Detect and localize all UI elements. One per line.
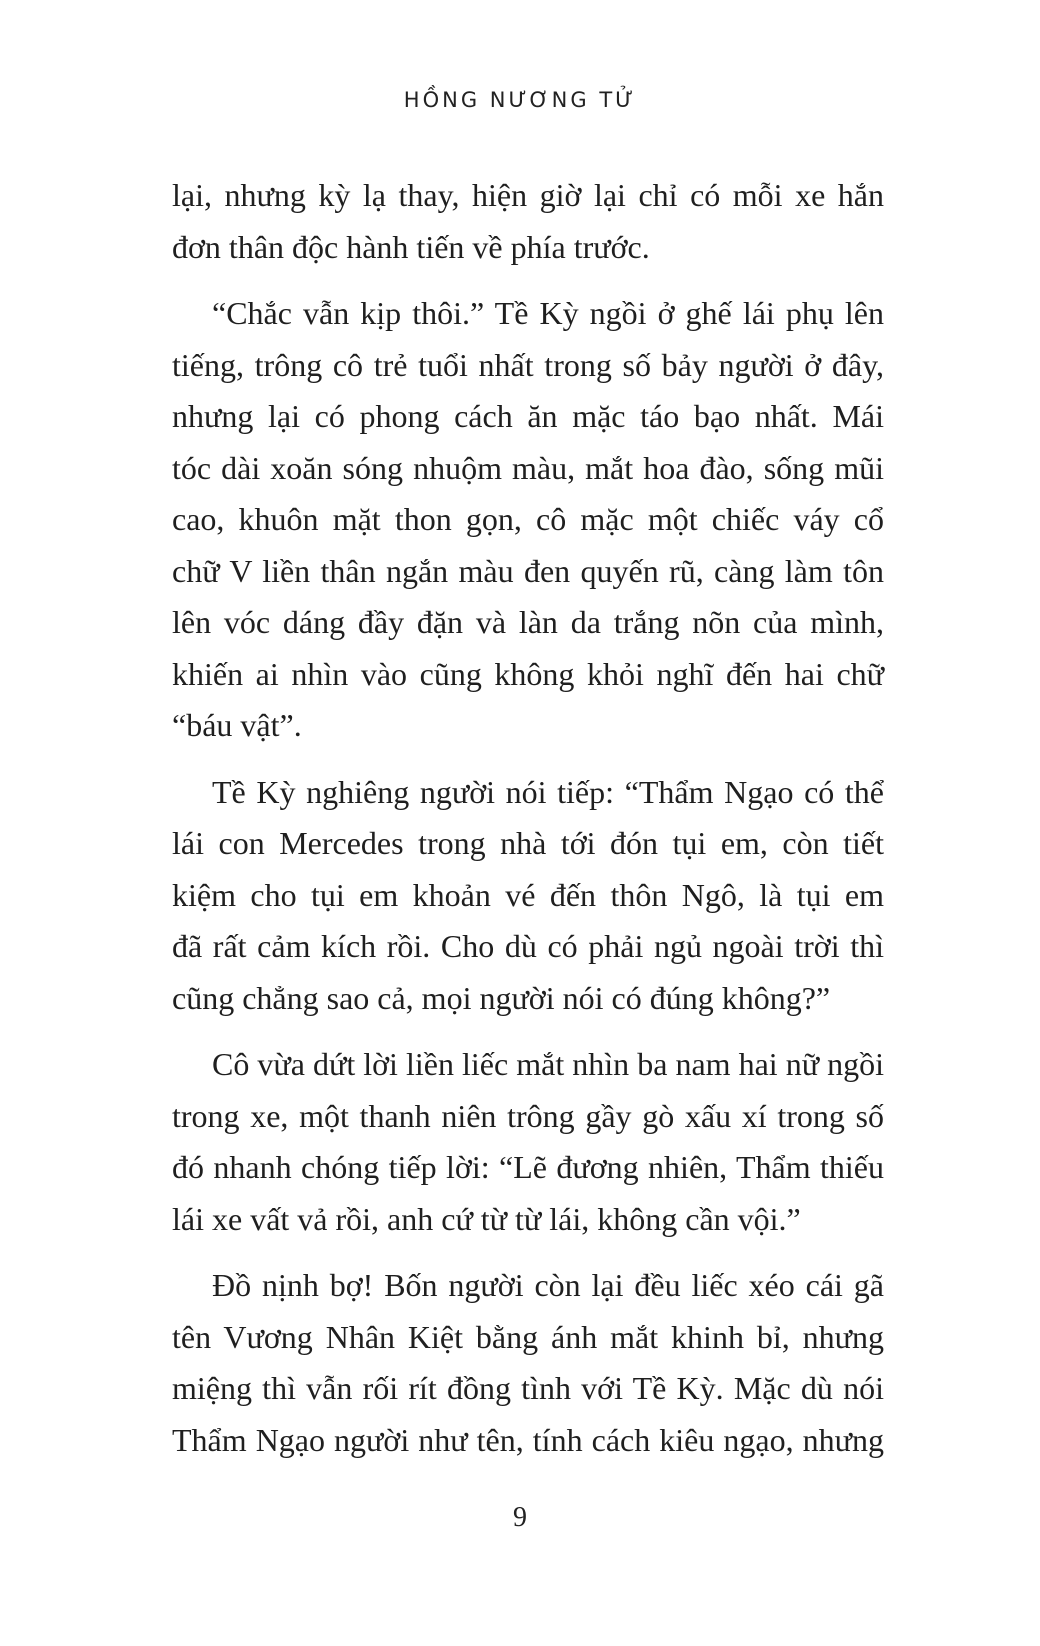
text-line: miệng thì vẫn rối rít đồng tình với Tề Kỳ. Mặc dù nói xyxy=(172,1370,884,1406)
text-line: lái con Mercedes trong nhà tới đón tụi em, còn tiết xyxy=(172,825,884,861)
text-line: tiếng, trông cô trẻ tuổi nhất trong số bảy người ở đây, xyxy=(172,346,884,383)
body-text xyxy=(172,170,884,1481)
text-line: cũng chẳng sao cả, mọi người nói có đúng không?” xyxy=(172,979,831,1016)
text-line: “báu vật”. xyxy=(172,707,302,743)
text-line: lái xe vất vả rồi, anh cứ từ từ lái, không cần vội.” xyxy=(172,1200,801,1237)
text-line: lại, nhưng kỳ lạ thay, hiện giờ lại chỉ có mỗi xe hắn xyxy=(172,177,884,213)
text-line: đơn thân độc hành tiến về phía trước. xyxy=(172,228,650,265)
paragraph-5 xyxy=(172,1260,884,1466)
paragraph-4 xyxy=(172,1039,884,1245)
text-line: chữ V liền thân ngắn màu đen quyến rũ, càng làm tôn xyxy=(172,552,884,589)
text-line: khiến ai nhìn vào cũng không khỏi nghĩ đến hai chữ xyxy=(172,655,884,692)
paragraph-2 xyxy=(172,288,884,752)
text-line: tên Vương Nhân Kiệt bằng ánh mắt khinh bỉ, nhưng xyxy=(172,1318,884,1355)
text-line: trong xe, một thanh niên trông gầy gò xấu xí trong số xyxy=(172,1097,884,1134)
text-line: cao, khuôn mặt thon gọn, cô mặc một chiếc váy cổ xyxy=(172,501,884,537)
paragraph-1 xyxy=(172,170,884,273)
paragraph-3 xyxy=(172,767,884,1025)
text-line: Cô vừa dứt lời liền liếc mắt nhìn ba nam hai nữ ngồi xyxy=(212,1046,884,1082)
text-line: đã rất cảm kích rồi. Cho dù có phải ngủ ngoài trời thì xyxy=(172,928,884,964)
page-number: 9 xyxy=(513,1502,527,1533)
text-line: lên vóc dáng đầy đặn và làn da trắng nõn của mình, xyxy=(172,604,884,640)
text-line: “Chắc vẫn kịp thôi.” Tề Kỳ ngồi ở ghế lái phụ lên xyxy=(212,295,884,331)
text-line: tóc dài xoăn sóng nhuộm màu, mắt hoa đào, sống mũi xyxy=(172,449,884,486)
text-line: đó nhanh chóng tiếp lời: “Lẽ đương nhiên, Thẩm thiếu xyxy=(172,1149,884,1185)
text-line: Thẩm Ngạo người như tên, tính cách kiêu ngạo, nhưng xyxy=(172,1421,884,1458)
running-header-title: HỒNG NƯƠNG TỬ xyxy=(403,88,637,112)
text-line: nhưng lại có phong cách ăn mặc táo bạo nhất. Mái xyxy=(172,398,884,434)
text-line: kiệm cho tụi em khoản vé đến thôn Ngô, là tụi em xyxy=(172,876,884,913)
text-line: Tề Kỳ nghiêng người nói tiếp: “Thẩm Ngạo có thể xyxy=(212,773,884,810)
text-line: Đồ nịnh bợ! Bốn người còn lại đều liếc xéo cái gã xyxy=(212,1267,884,1303)
